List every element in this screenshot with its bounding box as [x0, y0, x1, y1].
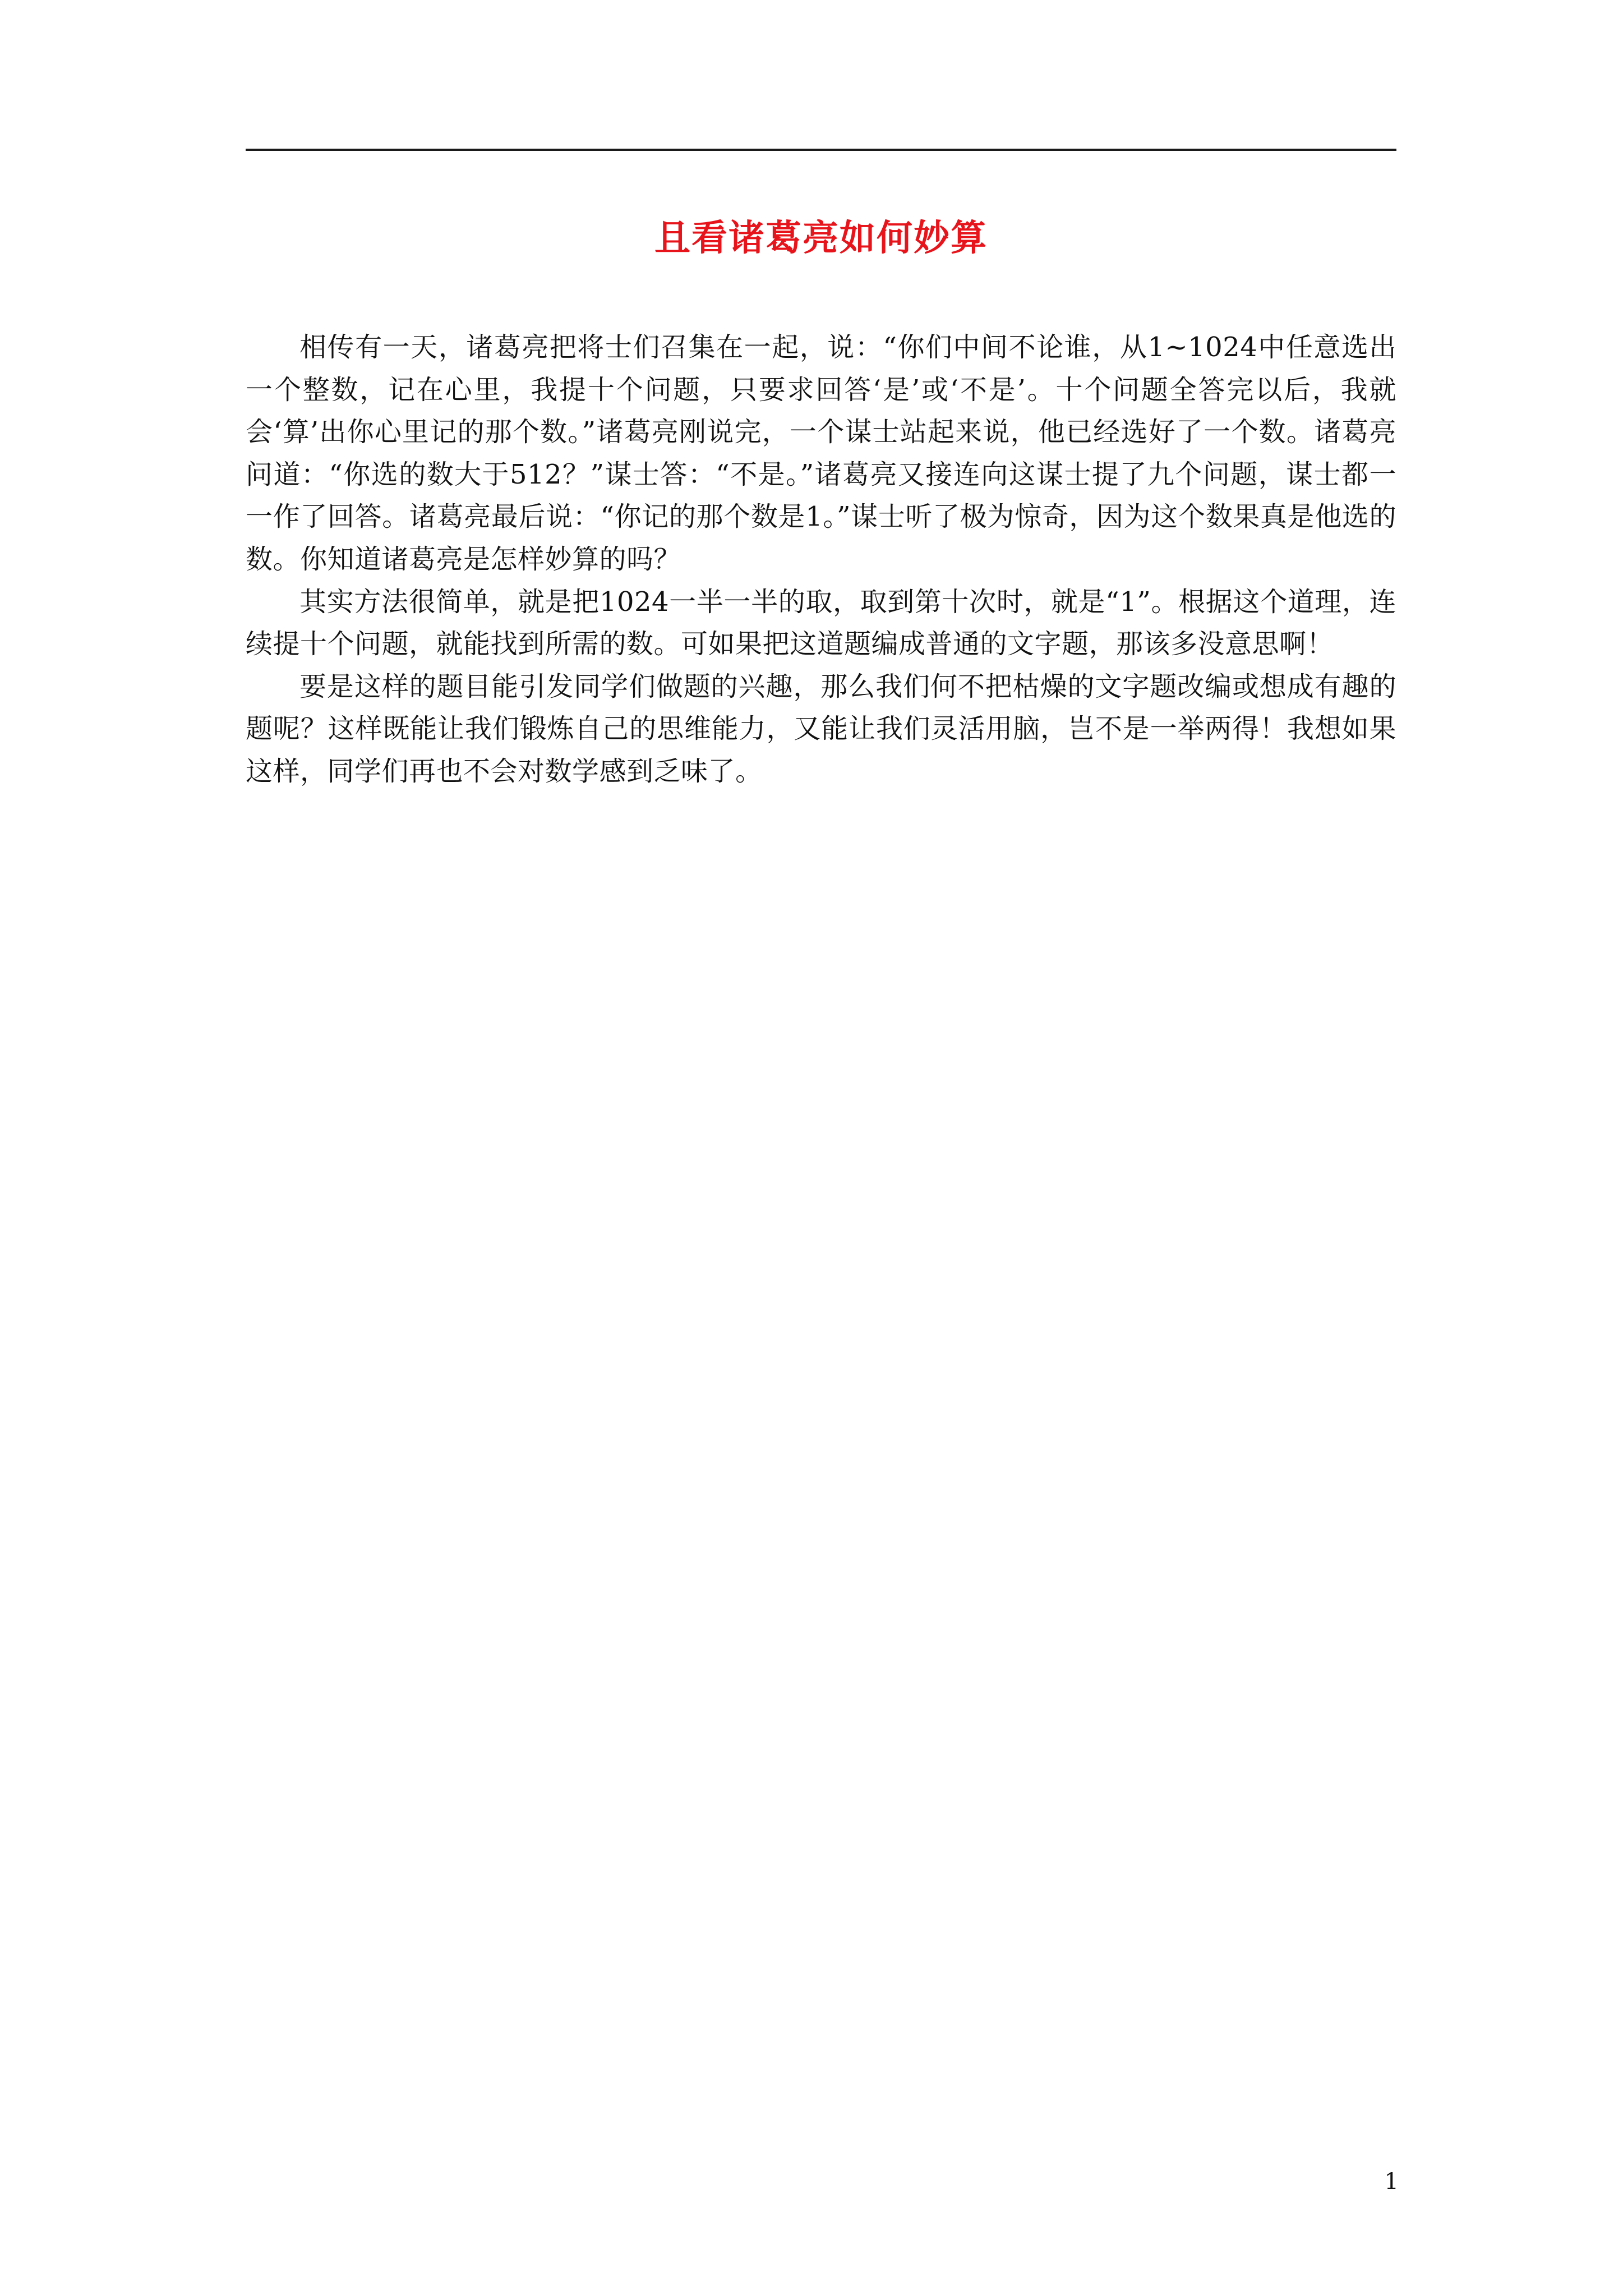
page-number: 1 [1384, 2169, 1399, 2194]
page-title: 且看诸葛亮如何妙算 [654, 217, 988, 259]
article-body [246, 326, 1396, 793]
paragraph: 其实方法很简单，就是把1024一半一半的取，取到第十次时，就是“1”。根据这个道理，连续提十个问题，就能找到所需的数。可如果把这道题编成普通的文字题，那该多没意思啊！ [246, 586, 1396, 660]
paragraph: 相传有一天，诸葛亮把将士们召集在一起，说：“你们中间不论谁，从1~1024中任意选出一个整数，记在心里，我提十个问题，只要求回答‘是’或‘不是’。十个问题全答完以后，我就会‘算’出你心里记的那个数。”诸葛亮刚说完，一个谋士站起来说，他已经选好了一个数。诸葛亮问道：“你选的数大于512？”谋士答：“不是。”诸葛亮又接连向这谋士提了九个问题，谋士都一一作了回答。诸葛亮最后说：“你记的那个数是1。”谋士听了极为惊奇，因为这个数果真是他选的数。你知道诸葛亮是怎样妙算的吗？ [246, 332, 1396, 575]
header-rule [246, 149, 1396, 151]
paragraph: 要是这样的题目能引发同学们做题的兴趣，那么我们何不把枯燥的文字题改编或想成有趣的题呢？这样既能让我们锻炼自己的思维能力，又能让我们灵活用脑，岂不是一举两得！我想如果这样，同学们再也不会对数学感到乏味了。 [246, 670, 1396, 787]
